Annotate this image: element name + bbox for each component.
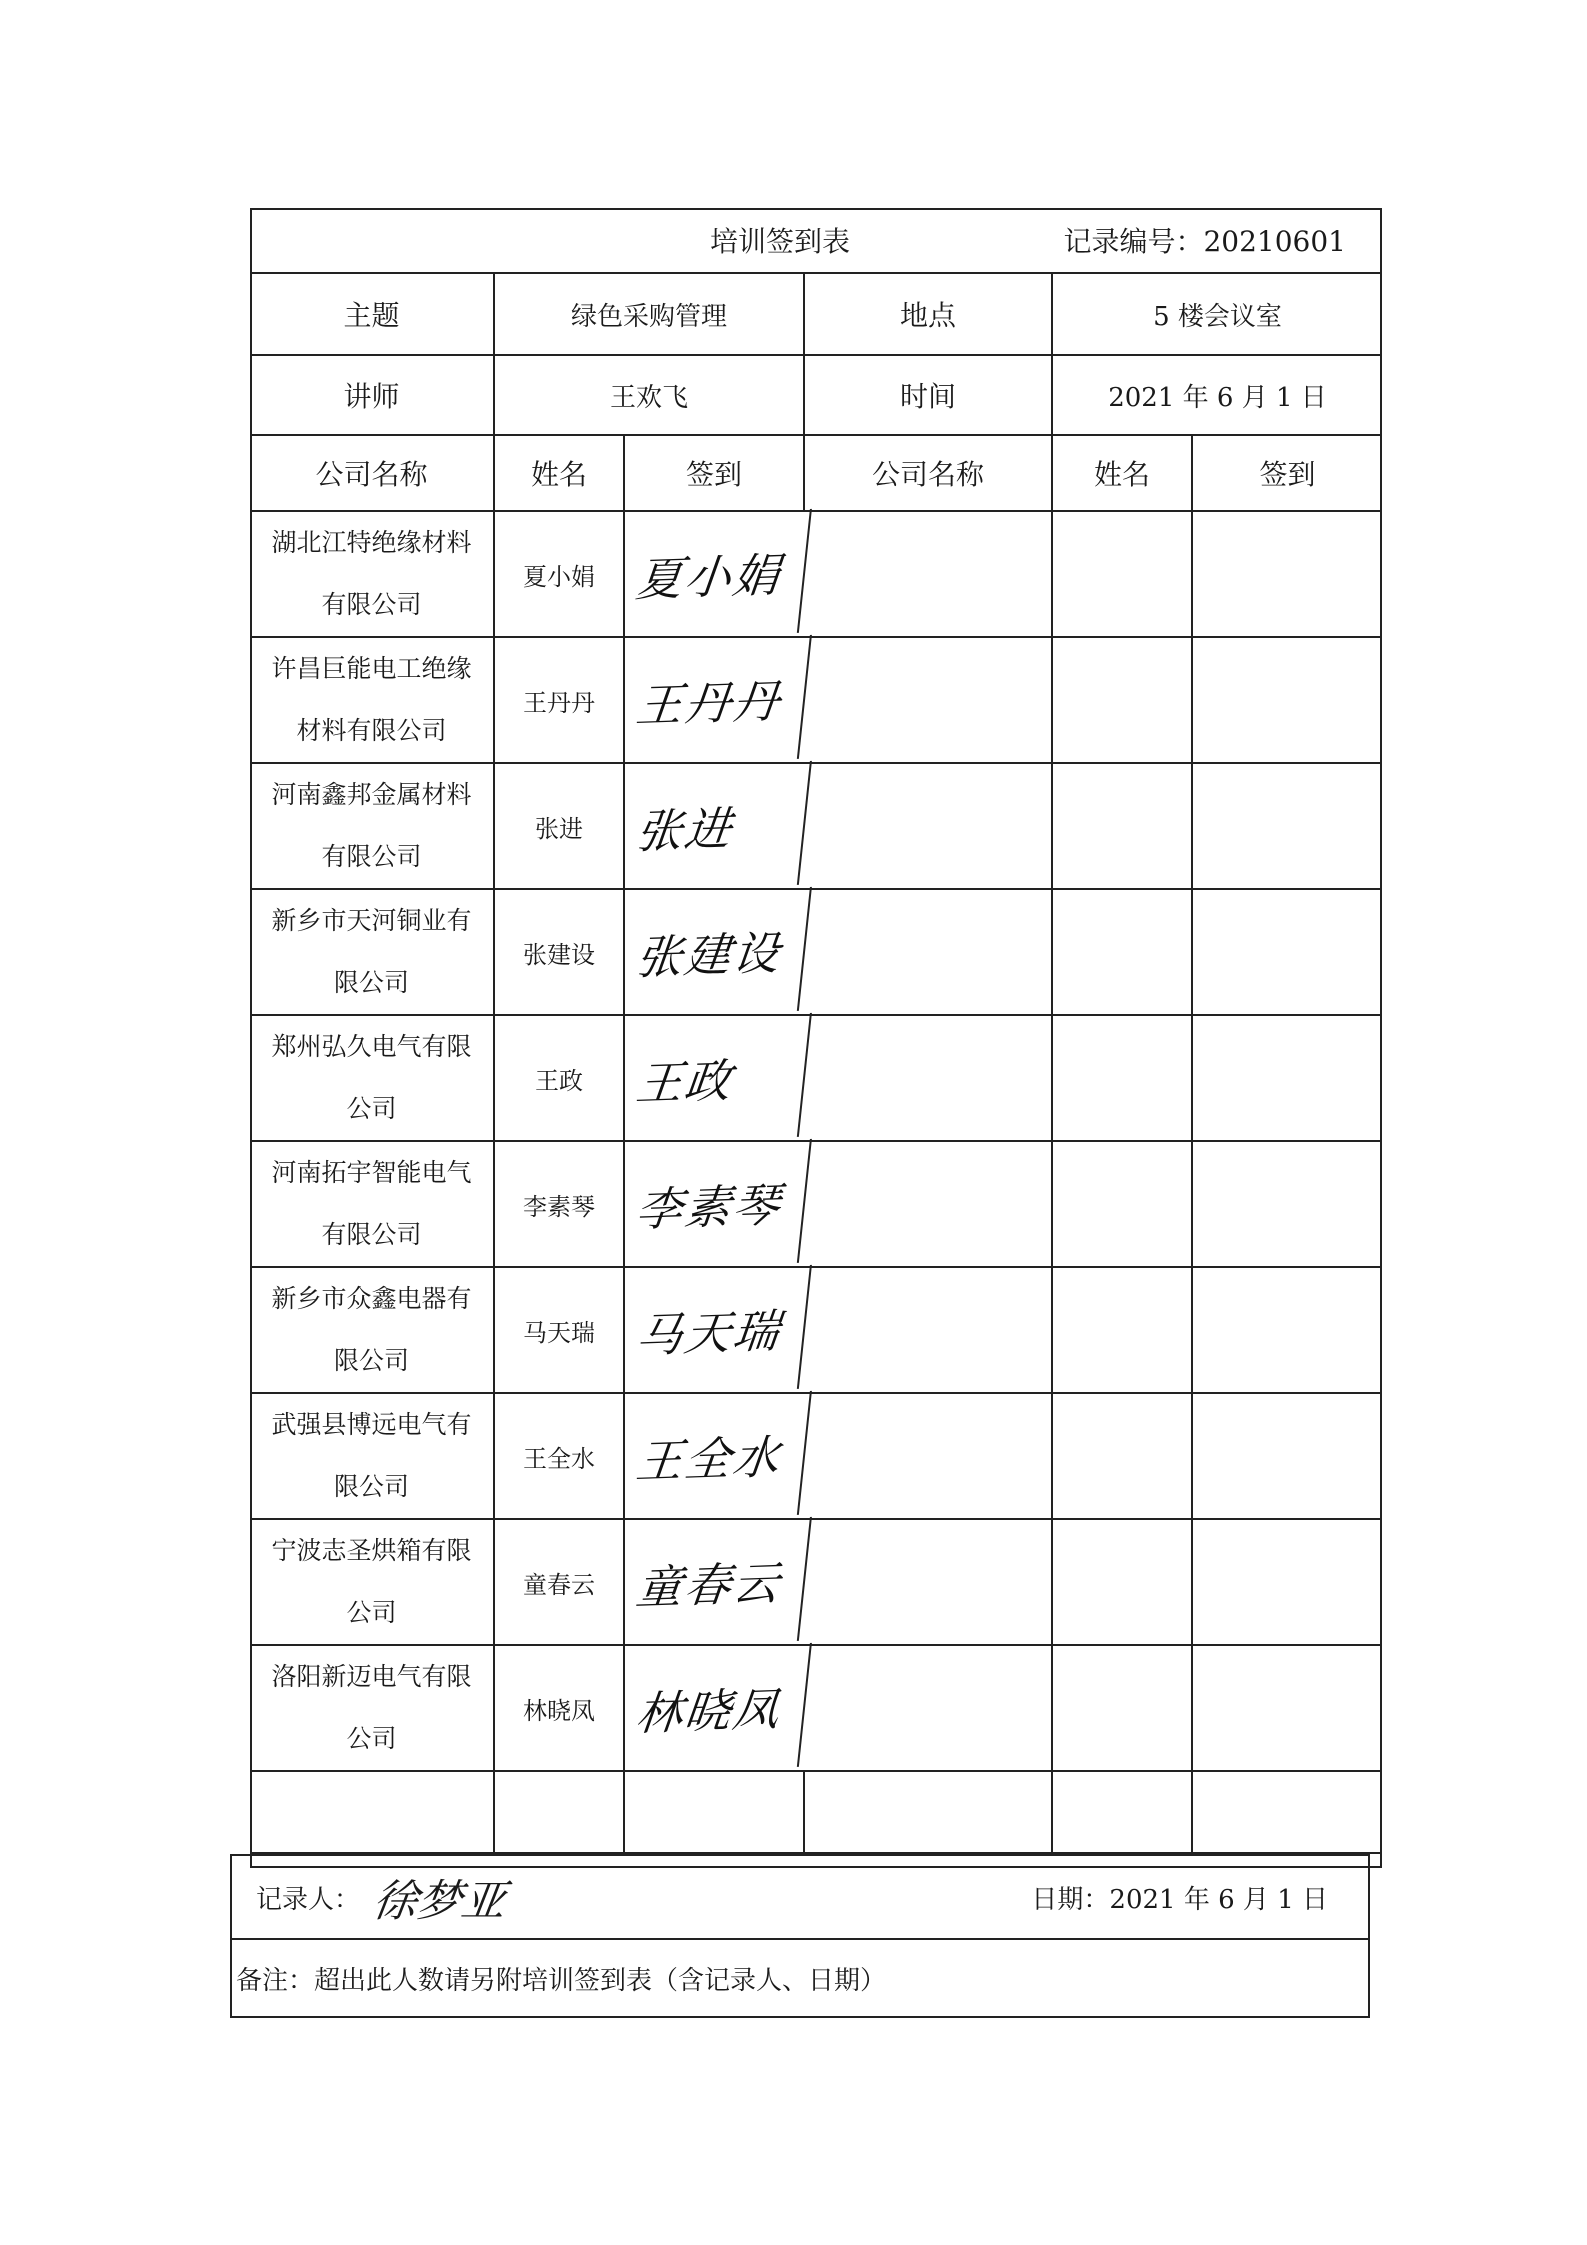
company-cell: 湖北江特绝缘材料有限公司 [250, 512, 495, 636]
empty-name-cell [1053, 1520, 1193, 1644]
name-cell: 王全水 [495, 1394, 625, 1518]
record-number: 记录编号：20210601 [1063, 225, 1346, 258]
name-cell: 张建设 [495, 890, 625, 1014]
empty-signin-cell [1193, 638, 1382, 762]
empty-company-cell [805, 1646, 1053, 1770]
company-cell: 河南鑫邦金属材料有限公司 [250, 764, 495, 888]
empty-name-cell [1053, 1016, 1193, 1140]
time-label: 时间 [805, 356, 1053, 434]
company-cell: 宁波志圣烘箱有限公司 [250, 1520, 495, 1644]
empty-name-cell [1053, 1394, 1193, 1518]
table-row [250, 1142, 1382, 1268]
empty-name-cell [1053, 1142, 1193, 1266]
empty-signin-cell [1193, 764, 1382, 888]
empty-signin-cell [1193, 1016, 1382, 1140]
lecturer-row [250, 356, 1382, 436]
empty-cell [495, 1772, 625, 1852]
signature-cell: 王丹丹 [618, 635, 812, 765]
form-title: 培训签到表 [710, 225, 851, 258]
empty-signin-cell [1193, 512, 1382, 636]
header-company-right: 公司名称 [805, 436, 1053, 510]
lecturer-value: 王欢飞 [495, 356, 805, 434]
header-signin-left: 签到 [625, 436, 805, 510]
note-row [232, 1940, 1368, 2016]
empty-name-cell [1053, 764, 1193, 888]
table-row [250, 1268, 1382, 1394]
company-cell: 新乡市众鑫电器有限公司 [250, 1268, 495, 1392]
footer-note: 备注：超出此人数请另附培训签到表（含记录人、日期） [236, 1965, 887, 1996]
lecturer-label: 讲师 [250, 356, 495, 434]
empty-cell [805, 1772, 1053, 1852]
empty-cell [1053, 1772, 1193, 1852]
table-row [250, 1646, 1382, 1772]
footer-box [230, 1854, 1370, 2018]
header-name-left: 姓名 [495, 436, 625, 510]
company-cell: 许昌巨能电工绝缘材料有限公司 [250, 638, 495, 762]
empty-cell [625, 1772, 805, 1852]
company-cell: 洛阳新迈电气有限公司 [250, 1646, 495, 1770]
recorder-signature: 徐梦亚 [369, 1876, 509, 1927]
signature-cell: 马天瑞 [618, 1265, 812, 1395]
signature-cell: 林晓凤 [618, 1643, 812, 1773]
empty-signin-cell [1193, 1394, 1382, 1518]
company-cell: 新乡市天河铜业有限公司 [250, 890, 495, 1014]
recorder-row [232, 1856, 1368, 1940]
title-row [250, 208, 1382, 274]
header-company-left: 公司名称 [250, 436, 495, 510]
empty-row [250, 1772, 1382, 1854]
empty-company-cell [805, 764, 1053, 888]
empty-company-cell [805, 1016, 1053, 1140]
empty-company-cell [805, 638, 1053, 762]
empty-company-cell [805, 890, 1053, 1014]
empty-company-cell [805, 1520, 1053, 1644]
signature-cell: 李素琴 [618, 1139, 812, 1269]
name-cell: 王丹丹 [495, 638, 625, 762]
empty-company-cell [805, 1142, 1053, 1266]
table-row [250, 1016, 1382, 1142]
table-row [250, 1520, 1382, 1646]
empty-signin-cell [1193, 1142, 1382, 1266]
table-row [250, 638, 1382, 764]
empty-signin-cell [1193, 1268, 1382, 1392]
empty-company-cell [805, 1394, 1053, 1518]
name-cell: 王政 [495, 1016, 625, 1140]
topic-value: 绿色采购管理 [495, 274, 805, 354]
signature-cell: 夏小娟 [618, 509, 812, 639]
empty-company-cell [805, 1268, 1053, 1392]
topic-row [250, 274, 1382, 356]
location-value: 5 楼会议室 [1153, 301, 1282, 332]
time-value: 2021 年 6 月 1 日 [1108, 382, 1327, 413]
empty-name-cell [1053, 1646, 1193, 1770]
table-row [250, 890, 1382, 1016]
name-cell: 张进 [495, 764, 625, 888]
name-cell: 李素琴 [495, 1142, 625, 1266]
signature-cell: 张建设 [618, 887, 812, 1017]
company-cell: 郑州弘久电气有限公司 [250, 1016, 495, 1140]
company-cell: 武强县博远电气有限公司 [250, 1394, 495, 1518]
empty-cell [250, 1772, 495, 1852]
empty-name-cell [1053, 638, 1193, 762]
name-cell: 夏小娟 [495, 512, 625, 636]
empty-signin-cell [1193, 1520, 1382, 1644]
name-cell: 童春云 [495, 1520, 625, 1644]
table-row [250, 764, 1382, 890]
empty-cell [1193, 1772, 1382, 1852]
topic-label: 主题 [250, 274, 495, 354]
empty-name-cell [1053, 1268, 1193, 1392]
table-row [250, 1394, 1382, 1520]
empty-signin-cell [1193, 1646, 1382, 1770]
footer-date: 日期：2021 年 6 月 1 日 [1031, 1884, 1328, 1915]
recorder-label: 记录人： [256, 1884, 361, 1915]
signature-cell: 王全水 [618, 1391, 812, 1521]
empty-name-cell [1053, 512, 1193, 636]
company-cell: 河南拓宇智能电气有限公司 [250, 1142, 495, 1266]
signature-cell: 童春云 [618, 1517, 812, 1647]
location-label: 地点 [805, 274, 1053, 354]
name-cell: 林晓凤 [495, 1646, 625, 1770]
signature-cell: 王政 [618, 1013, 812, 1143]
empty-name-cell [1053, 890, 1193, 1014]
recorder [256, 1856, 509, 1938]
signature-cell: 张进 [618, 761, 812, 891]
empty-company-cell [805, 512, 1053, 636]
name-cell: 马天瑞 [495, 1268, 625, 1392]
table-row [250, 512, 1382, 638]
header-name-right: 姓名 [1053, 436, 1193, 510]
header-signin-right: 签到 [1259, 458, 1316, 491]
empty-signin-cell [1193, 890, 1382, 1014]
column-header-row [250, 436, 1382, 512]
